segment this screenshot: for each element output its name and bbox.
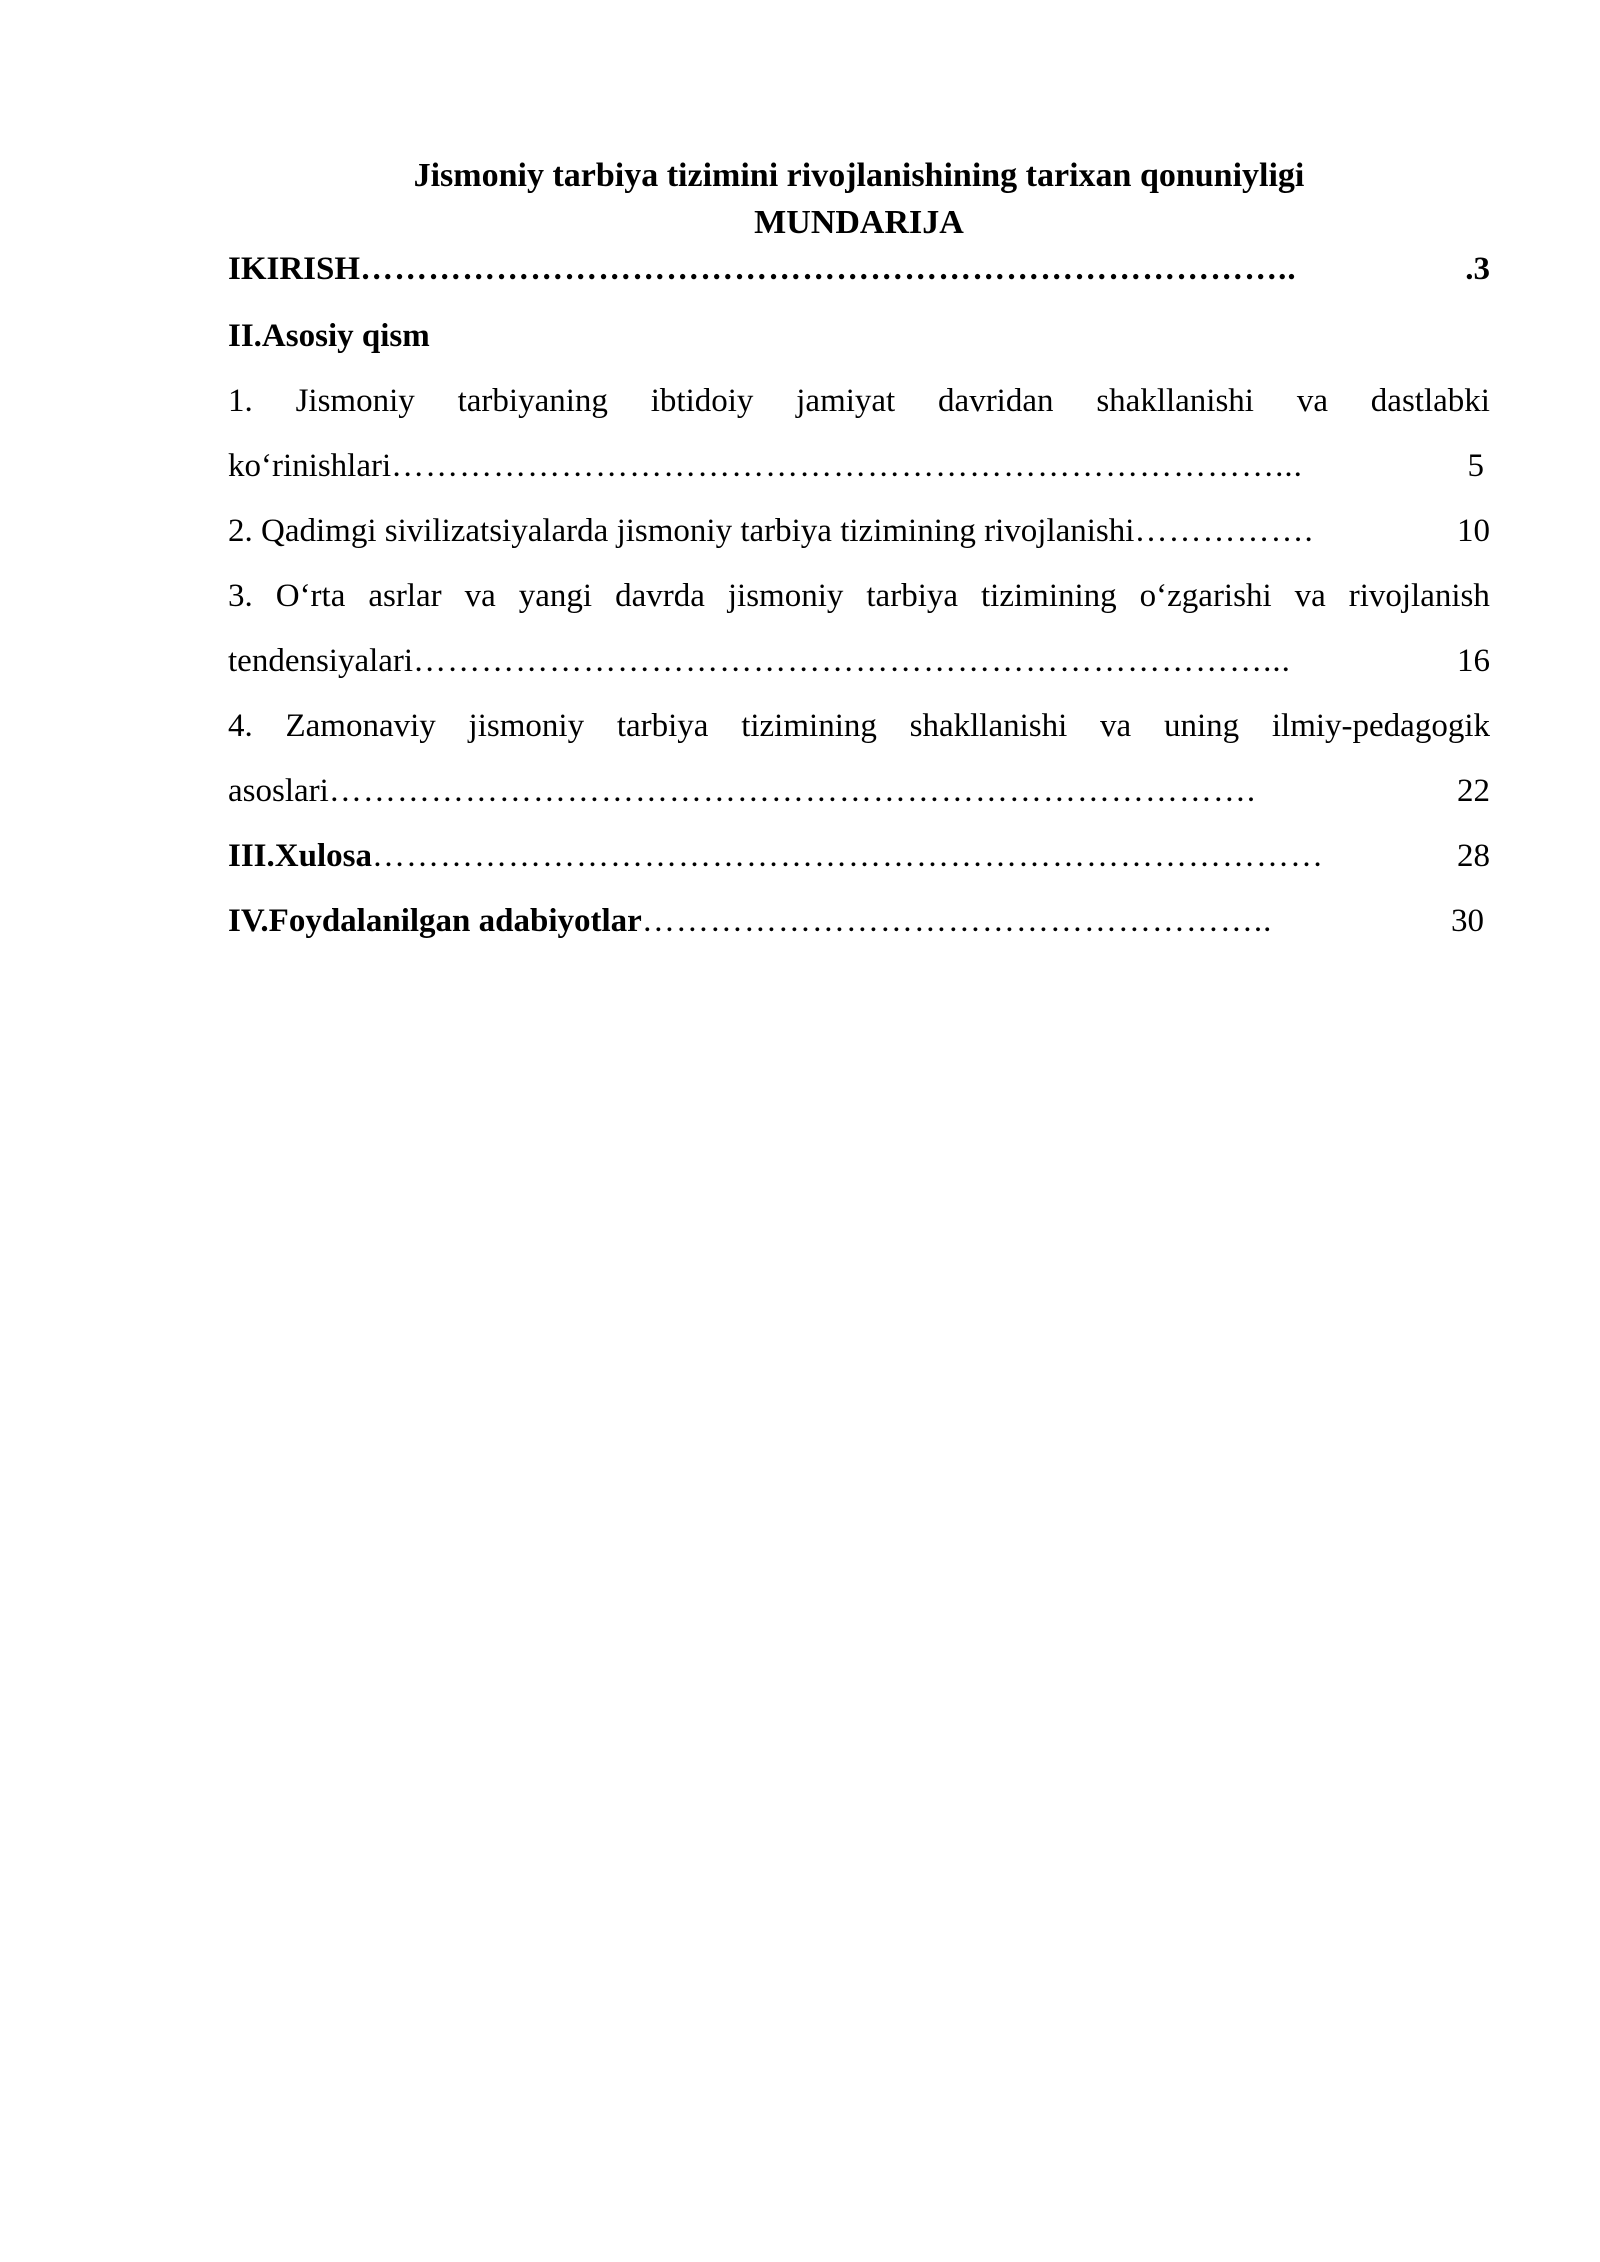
toc-word: jamiyat	[796, 383, 896, 419]
toc-entry-xulosa	[228, 833, 1490, 879]
toc-word: 3.	[228, 578, 253, 614]
toc-entry-label: 2. Qadimgi sivilizatsiyalarda jismoniy tarbiya tizimining rivojlanishi	[228, 513, 1135, 549]
toc-word: ilmiy-pedagogik	[1271, 708, 1490, 744]
toc-entry-adabiyotlar	[228, 898, 1490, 944]
toc-word: tarbiyaning	[457, 383, 608, 419]
toc-page-number: .3	[1465, 251, 1490, 287]
toc-word: shakllanishi	[1096, 383, 1254, 419]
toc-word: shakllanishi	[909, 708, 1068, 744]
toc-entry-label: IKIRISH	[228, 251, 361, 287]
toc-entry-label: IV.Foydalanilgan adabiyotlar	[228, 903, 642, 939]
toc-entry-3-line1	[228, 573, 1490, 619]
toc-word: tizimining	[981, 578, 1117, 614]
toc-entry-4-line1	[228, 703, 1490, 749]
toc-leader-dots: ………………………………………………..	[641, 903, 1273, 939]
toc-word: yangi	[518, 578, 593, 614]
toc-entry-label: III.Xulosa	[228, 838, 372, 874]
toc-word: dastlabki	[1370, 383, 1490, 419]
toc-word: Zamonaviy	[285, 708, 436, 744]
toc-page-number: 30	[1451, 903, 1484, 939]
toc-word: rivojlanish	[1348, 578, 1490, 614]
toc-word: Jismoniy	[295, 383, 415, 419]
toc-leader-dots: …………………………………………………………………………	[371, 838, 1324, 874]
toc-entry-2	[228, 508, 1490, 554]
toc-entry-label: tendensiyalari	[228, 643, 414, 679]
toc-entry-3-line2	[228, 638, 1490, 684]
toc-heading: MUNDARIJA	[754, 204, 964, 241]
toc-page-number: 28	[1457, 838, 1490, 874]
toc-section-asosiy: II.Asosiy qism	[228, 318, 430, 354]
toc-entry-1-line1	[228, 378, 1490, 424]
toc-word: tarbiya	[616, 708, 709, 744]
toc-word: o‘zgarishi	[1139, 578, 1272, 614]
toc-word: uning	[1163, 708, 1240, 744]
toc-word: asrlar	[368, 578, 442, 614]
toc-word: va	[1296, 383, 1328, 419]
toc-word: tarbiya	[866, 578, 959, 614]
document-title: Jismoniy tarbiya tizimini rivojlanishining tarixan qonuniyligi	[413, 157, 1305, 194]
toc-word: 1.	[228, 383, 253, 419]
toc-word: davrda	[615, 578, 705, 614]
toc-word: O‘rta	[275, 578, 346, 614]
toc-leader-dots: …………………………………………………………………...	[413, 643, 1291, 679]
toc-page-number: 5	[1467, 448, 1484, 484]
toc-word: va	[464, 578, 496, 614]
toc-page-number: 22	[1457, 773, 1490, 809]
toc-word: tizimining	[741, 708, 877, 744]
toc-leader-dots: ……………………………………………………………………...	[391, 448, 1303, 484]
toc-entry-1-line2	[228, 443, 1490, 489]
toc-entry-kirish	[228, 246, 1490, 292]
toc-word: va	[1100, 708, 1132, 744]
toc-entry-label: asoslari	[228, 773, 329, 809]
toc-leader-dots: …………….	[1134, 513, 1314, 549]
toc-entry-label: ko‘rinishlari	[228, 448, 392, 484]
toc-word: 4.	[228, 708, 253, 744]
toc-leader-dots: ………………………………………………………………………..	[360, 251, 1297, 287]
toc-word: jismoniy	[468, 708, 585, 744]
toc-word: davridan	[938, 383, 1054, 419]
toc-leader-dots: ……………………………………………………………………….	[328, 773, 1257, 809]
toc-word: va	[1294, 578, 1326, 614]
toc-page-number: 16	[1457, 643, 1490, 679]
toc-word: ibtidoiy	[650, 383, 754, 419]
toc-entry-4-line2	[228, 768, 1490, 814]
toc-word: jismoniy	[727, 578, 844, 614]
toc-page-number: 10	[1457, 513, 1490, 549]
